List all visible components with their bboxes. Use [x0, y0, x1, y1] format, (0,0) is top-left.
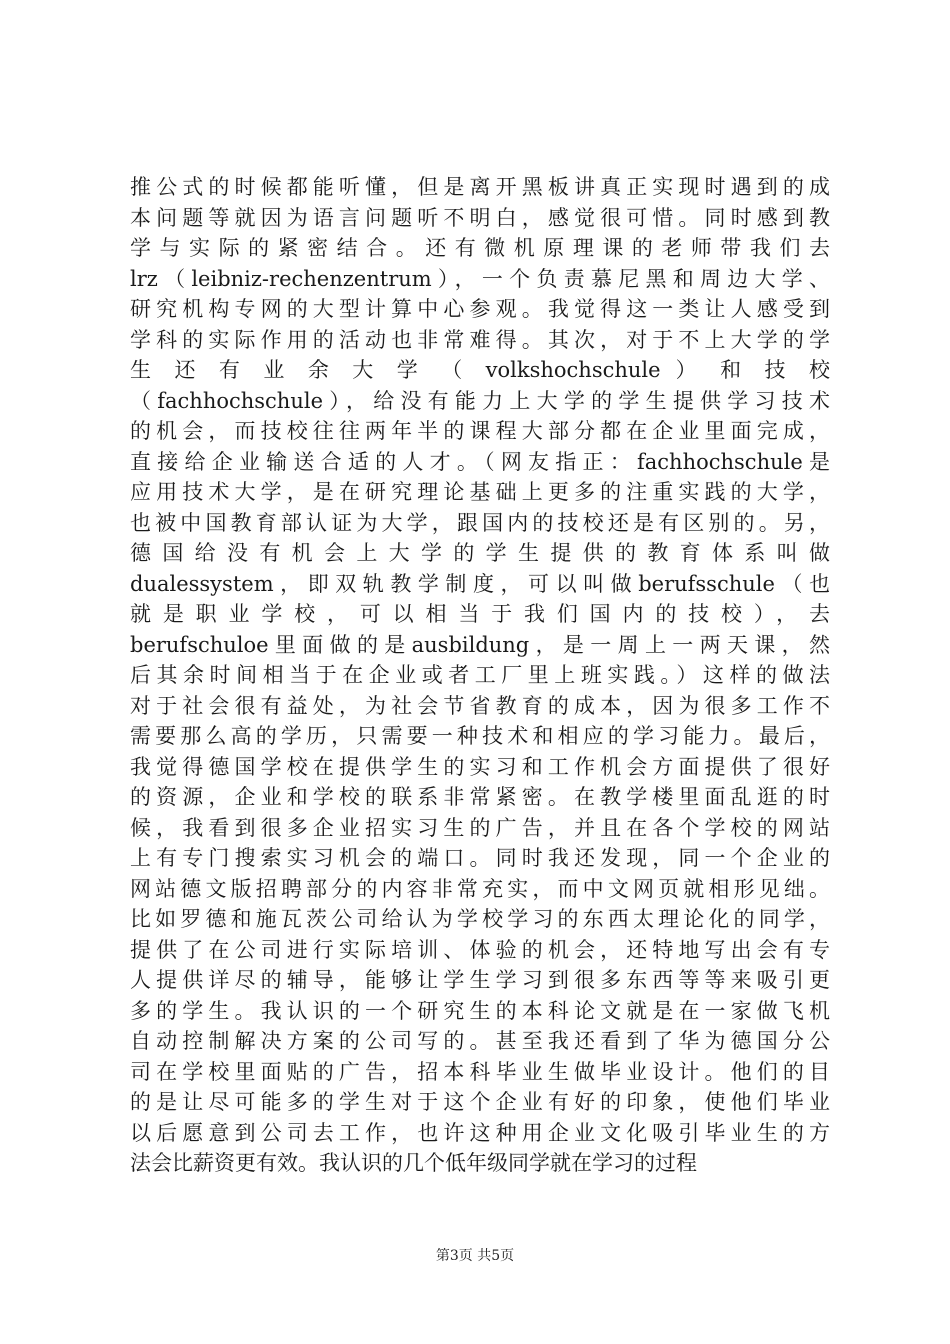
text-line: berufschuloe里面做的是ausbildung，是一周上一两天课，然	[130, 632, 830, 657]
text-line: 本问题等就因为语言问题听不明白，感觉很可惜。同时感到教	[130, 205, 830, 230]
text-line: 自动控制解决方案的公司写的。甚至我还看到了华为德国分公	[130, 1029, 830, 1053]
body-paragraph	[130, 172, 830, 1179]
text-line: 司在学校里面贴的广告，招本科毕业生做毕业设计。他们的目	[130, 1059, 830, 1084]
text-line: 德国给没有机会上大学的学生提供的教育体系叫做	[130, 541, 830, 565]
text-line: 比如罗德和施瓦茨公司给认为学校学习的东西太理论化的同学，	[130, 907, 830, 931]
text-line: 提供了在公司进行实际培训、体验的机会，还特地写出会有专	[130, 937, 830, 962]
text-line: 学与实际的紧密结合。还有微机原理课的老师带我们去	[130, 236, 830, 260]
text-line: 网站德文版招聘部分的内容非常充实，而中文网页就相形见绌。	[130, 876, 830, 901]
text-line: 法会比薪资更有效。我认识的几个低年级同学就在学习的过程	[130, 1151, 697, 1175]
text-line: 多的学生。我认识的一个研究生的本科论文就是在一家做飞机	[130, 998, 830, 1023]
text-line: 也被中国教育部认证为大学，跟国内的技校还是有区别的。另，	[130, 510, 830, 535]
text-line: 以后愿意到公司去工作，也许这种用企业文化吸引毕业生的方	[130, 1120, 830, 1145]
text-line: 后其余时间相当于在企业或者工厂里上班实践。）这样的做法	[130, 663, 830, 687]
text-line: 上有专门搜索实习机会的端口。同时我还发现，同一个企业的	[130, 846, 830, 870]
text-line: （fachhochschule），给没有能力上大学的学生提供学习技术	[130, 388, 830, 413]
text-line: 的机会，而技校往往两年半的课程大部分都在企业里面完成，	[130, 419, 830, 443]
text-line: 我觉得德国学校在提供学生的实习和工作机会方面提供了很好	[130, 754, 830, 779]
text-line: 推公式的时候都能听懂，但是离开黑板讲真正实现时遇到的成	[130, 175, 830, 199]
text-line: 人提供详尽的辅导，能够让学生学习到很多东西等等来吸引更	[130, 968, 830, 992]
text-line: 候，我看到很多企业招实习生的广告，并且在各个学校的网站	[130, 815, 830, 840]
text-line: 学科的实际作用的活动也非常难得。其次，对于不上大学的学	[130, 327, 830, 352]
text-line: 应用技术大学，是在研究理论基础上更多的注重实践的大学，	[130, 480, 830, 504]
text-line: dualessystem，即双轨教学制度，可以叫做berufsschule（也	[130, 571, 830, 596]
text-line: 生 还 有 业 余 大 学 （ volkshochschule ） 和 技 校	[130, 358, 830, 382]
text-line: 直接给企业输送合适的人才。（网友指正：fachhochschule是	[130, 449, 830, 474]
text-line: 就是职业学校，可以相当于我们国内的技校），去	[130, 602, 830, 626]
page-number-footer: 第3页 共5页	[435, 1248, 515, 1264]
text-line: 的资源，企业和学校的联系非常紧密。在教学楼里面乱逛的时	[130, 785, 830, 809]
text-line: lrz（leibniz-rechenzentrum），一个负责慕尼黑和周边大学、	[130, 266, 830, 291]
text-line: 研究机构专网的大型计算中心参观。我觉得这一类让人感受到	[130, 297, 830, 321]
text-line: 的是让尽可能多的学生对于这个企业有好的印象，使他们毕业	[130, 1090, 830, 1114]
text-line: 需要那么高的学历，只需要一种技术和相应的学习能力。最后，	[130, 724, 830, 748]
text-line: 对于社会很有益处，为社会节省教育的成本，因为很多工作不	[130, 693, 830, 718]
